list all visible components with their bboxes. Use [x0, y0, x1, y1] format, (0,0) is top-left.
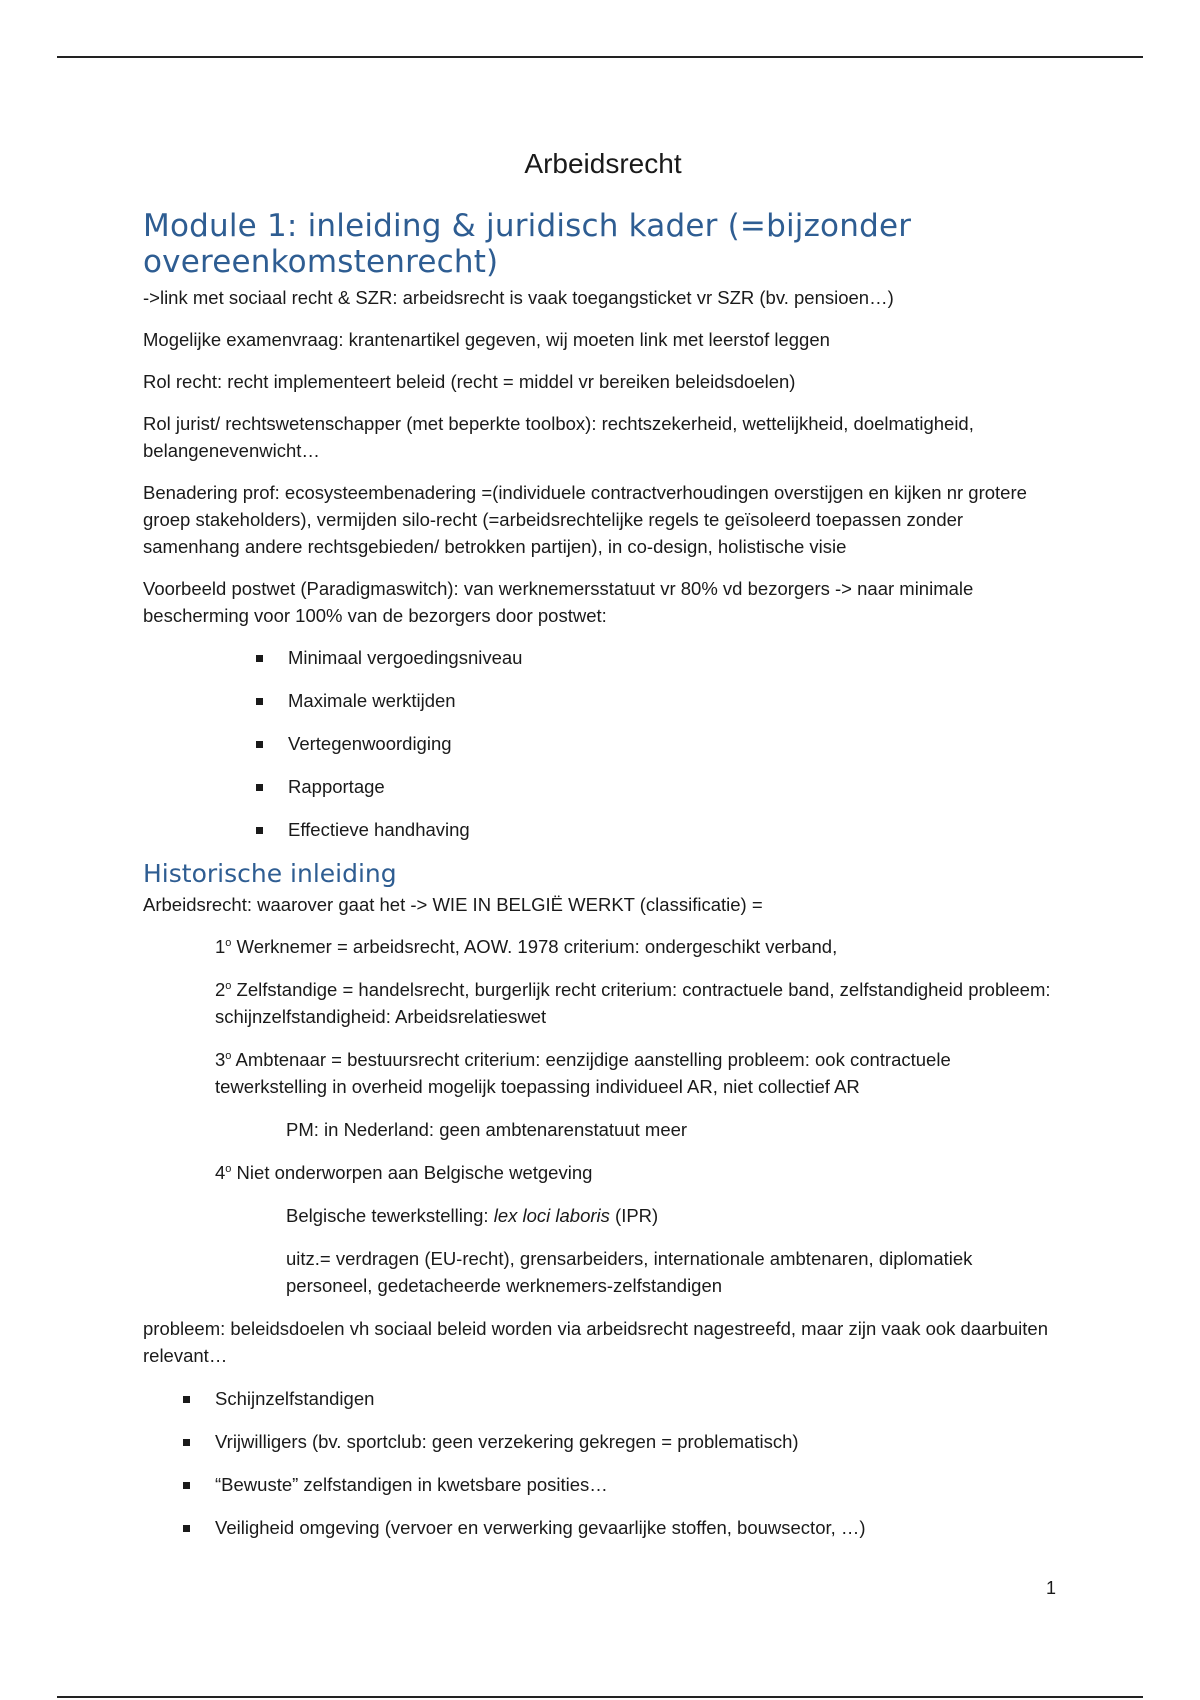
list-item: Schijnzelfstandigen: [215, 1385, 1063, 1412]
intro-paragraph: Benadering prof: ecosysteembenadering =(individuele contractverhoudingen overstijgen en kijken nr grotere groep stakeholders), vermijden silo-recht (=arbeidsrechtelijke regels te geïsoleerd toepassen zonder samenhang andere rechtsgebieden/ betrokken partijen), in co-design, holistische visie: [143, 482, 1027, 557]
footer-rule: [57, 1696, 1143, 1698]
document-title: Arbeidsrecht: [524, 148, 682, 179]
problem-list: [143, 1385, 1063, 1541]
page-content: [143, 140, 1063, 1557]
page-number: 1: [1046, 1578, 1057, 1598]
list-item: Minimaal vergoedingsniveau: [288, 644, 1063, 671]
uitzonderingen: uitz.= verdragen (EU-recht), grensarbeiders, internationale ambtenaren, diplomatiek personeel, gedetacheerde werknemers-zelfstandigen: [286, 1248, 973, 1296]
list-item: Maximale werktijden: [288, 687, 1063, 714]
module-heading: Module 1: inleiding & juridisch kader (=bijzonder overeenkomstenrecht): [143, 208, 912, 280]
intro-paragraph: Rol jurist/ rechtswetenschapper (met beperkte toolbox): rechtszekerheid, wettelijkheid, doelmatigheid, belangenevenwicht…: [143, 413, 974, 461]
list-item: Vertegenwoordiging: [288, 730, 1063, 757]
header-rule: [57, 56, 1143, 58]
list-item: “Bewuste” zelfstandigen in kwetsbare posities…: [215, 1471, 1063, 1498]
intro-paragraph: Voorbeeld postwet (Paradigmaswitch): van werknemersstatuut vr 80% vd bezorgers -> naar minimale bescherming voor 100% van de bezorgers door postwet:: [143, 578, 974, 626]
category-zelfstandige: 2$^o$ Zelfstandige = handelsrecht, burgerlijk recht criterium: contractuele band, zelfstandigheid probleem: schijnzelfstandigheid: Arbeidsrelatieswet: [215, 979, 1051, 1027]
section-heading: Historische inleiding: [143, 859, 397, 888]
belgische-tewerkstelling: Belgische tewerkstelling: lex loci laboris (IPR): [286, 1205, 659, 1226]
category-niet-onderworpen: 4$^o$ Niet onderworpen aan Belgische wetgeving: [215, 1162, 593, 1183]
list-item: Rapportage: [288, 773, 1063, 800]
section-lead: Arbeidsrecht: waarover gaat het -> WIE IN BELGIË WERKT (classificatie) =: [143, 894, 763, 915]
list-item: Veiligheid omgeving (vervoer en verwerking gevaarlijke stoffen, bouwsector, …): [215, 1514, 1063, 1541]
list-item: Effectieve handhaving: [288, 816, 1063, 843]
category-ambtenaar: 3$^o$ Ambtenaar = bestuursrecht criterium: eenzijdige aanstelling probleem: ook contractuele tewerkstelling in overheid mogelijk toepassing individueel AR, niet collectief AR: [215, 1049, 951, 1097]
intro-paragraph: Rol recht: recht implementeert beleid (recht = middel vr bereiken beleidsdoelen): [143, 371, 796, 392]
postwet-list: [143, 644, 1063, 843]
intro-paragraph: ->link met sociaal recht & SZR: arbeidsrecht is vaak toegangsticket vr SZR (bv. pensioen…): [143, 287, 894, 308]
list-item: Vrijwilligers (bv. sportclub: geen verzekering gekregen = problematisch): [215, 1428, 1063, 1455]
intro-paragraph: Mogelijke examenvraag: krantenartikel gegeven, wij moeten link met leerstof leggen: [143, 329, 830, 350]
pm-note: PM: in Nederland: geen ambtenarenstatuut meer: [286, 1119, 688, 1140]
category-werknemer: 1$^o$ Werknemer = arbeidsrecht, AOW. 1978 criterium: ondergeschikt verband,: [215, 936, 838, 957]
probleem-paragraph: probleem: beleidsdoelen vh sociaal beleid worden via arbeidsrecht nagestreefd, maar zijn vaak ook daarbuiten relevant…: [143, 1318, 1048, 1366]
